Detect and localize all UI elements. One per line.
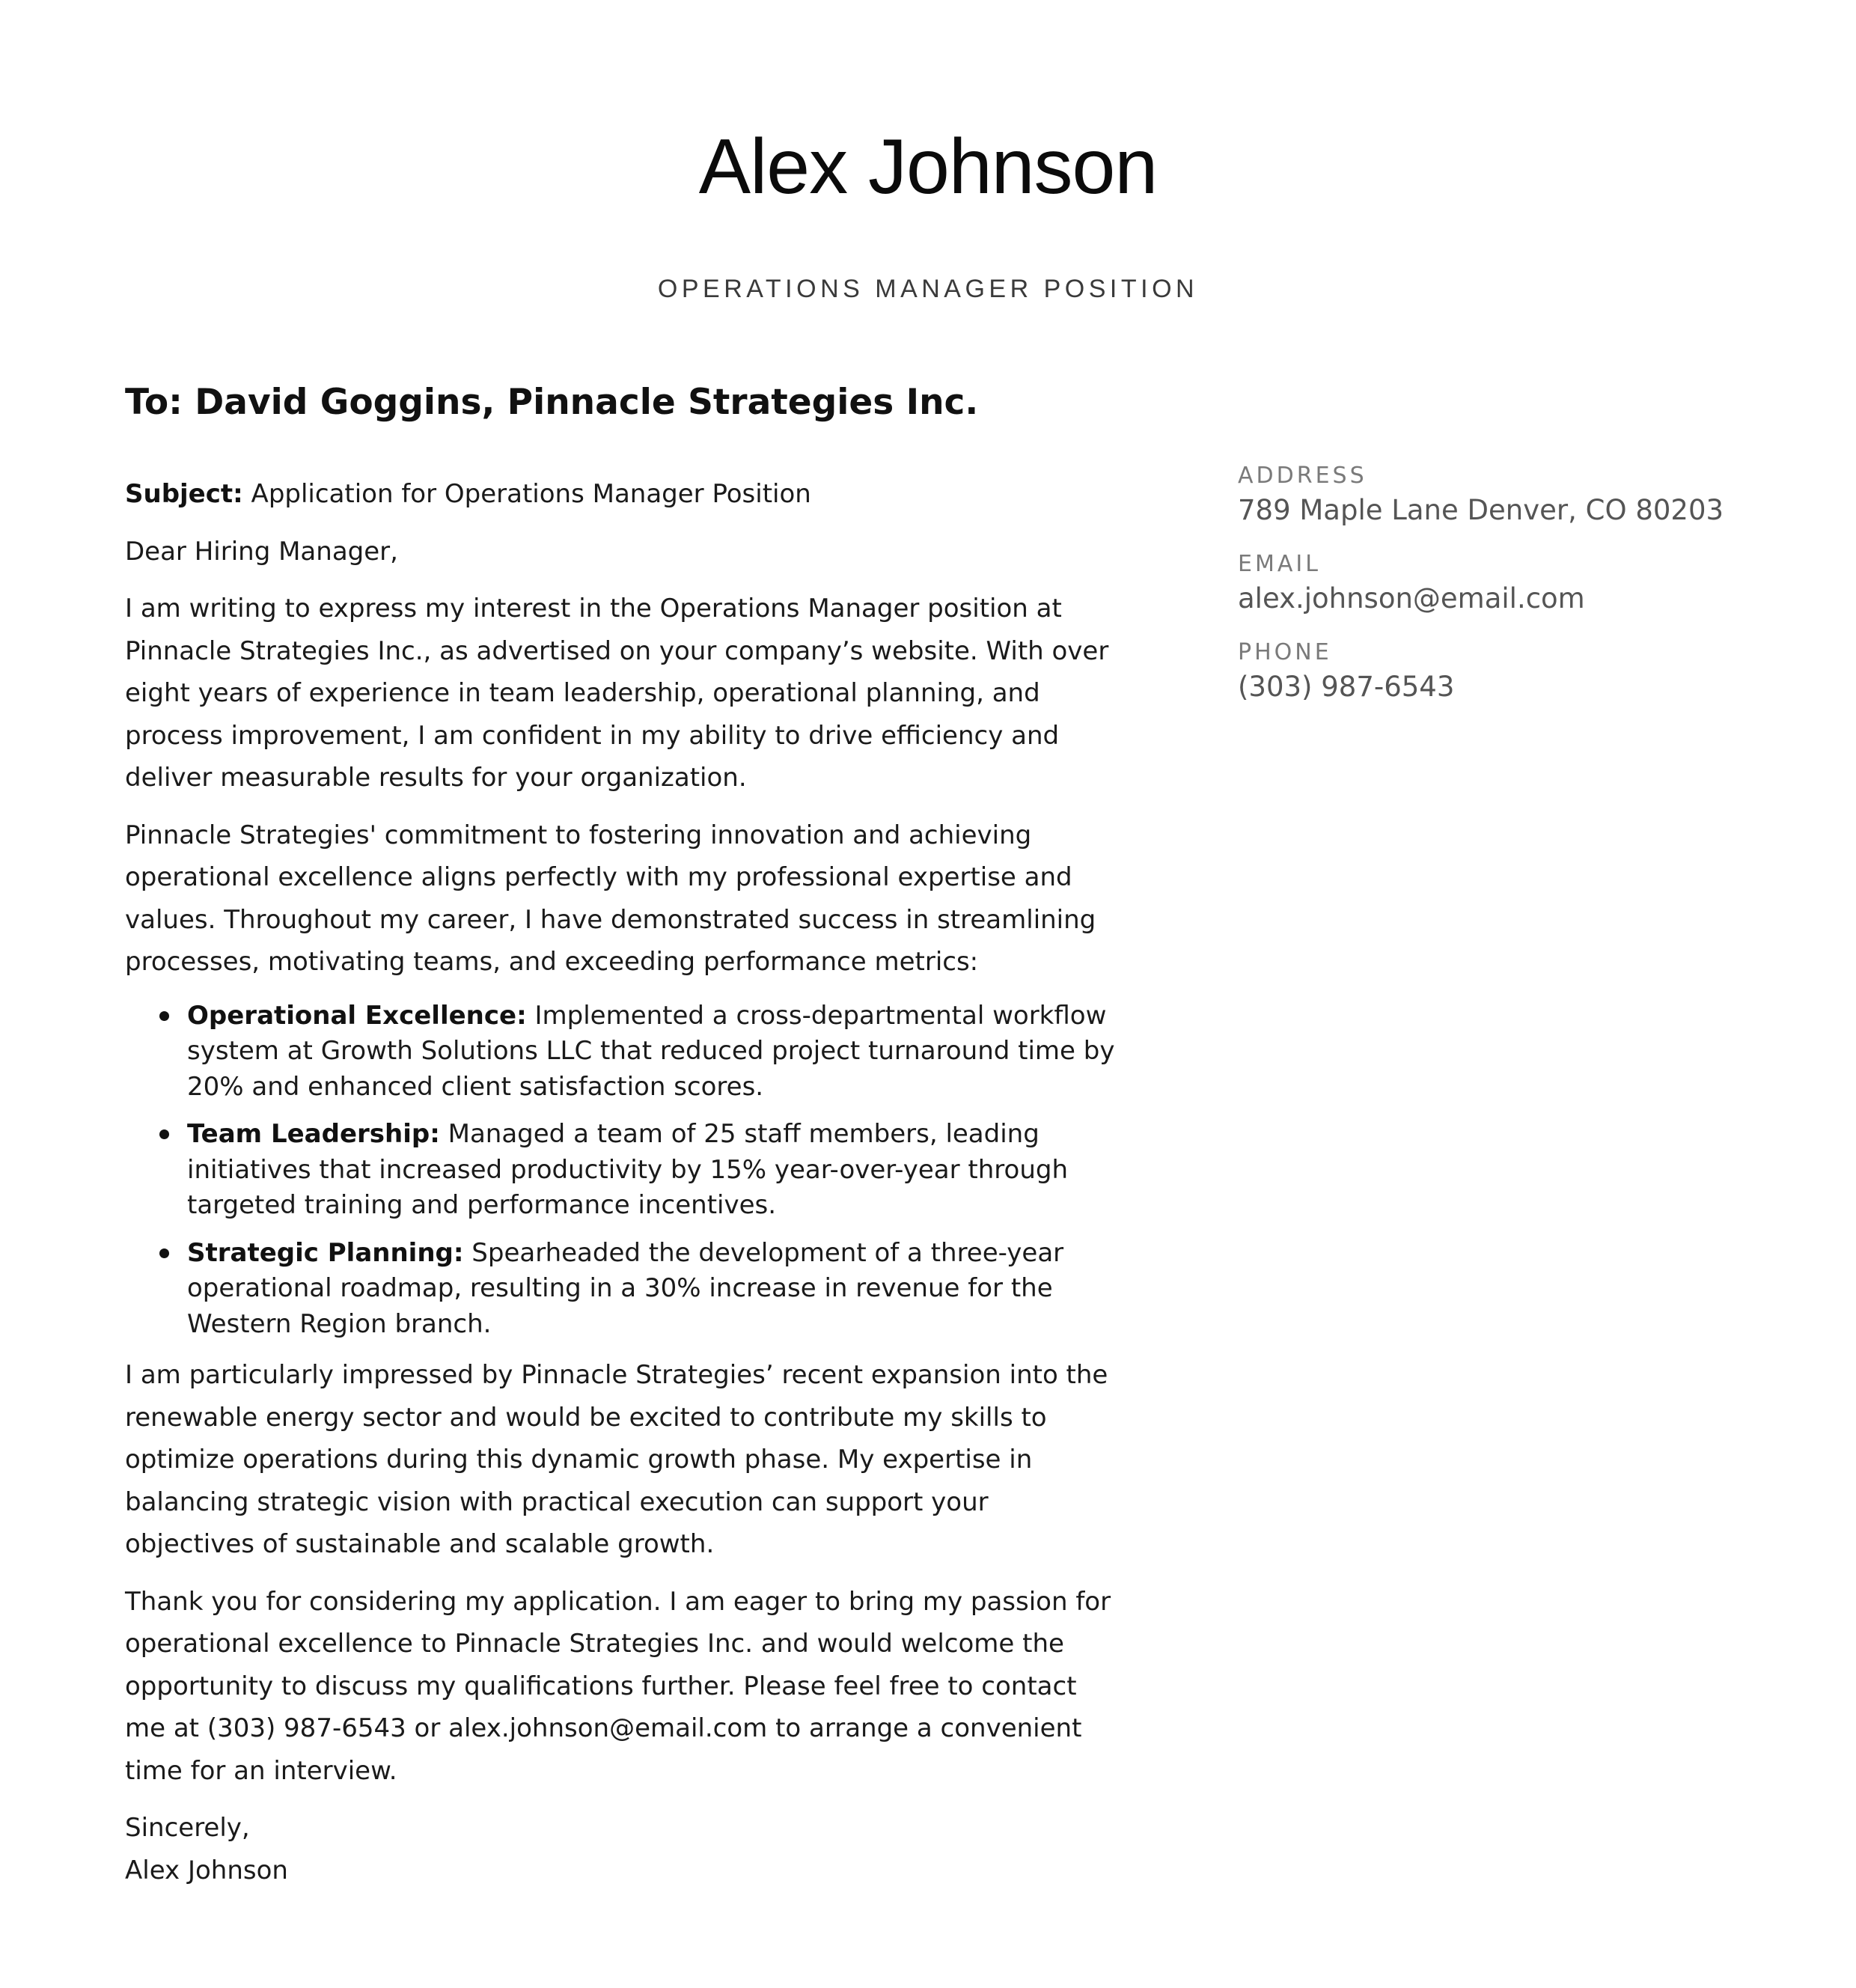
achievement-title: Team Leadership:	[187, 1119, 440, 1149]
achievement-title: Strategic Planning:	[187, 1237, 464, 1268]
recipient-heading: To: David Goggins, Pinnacle Strategies Inc.	[125, 382, 979, 423]
address-label: ADDRESS	[1238, 463, 1367, 489]
bullet-icon	[159, 1248, 169, 1258]
closing-block	[125, 1807, 1120, 1891]
address-value: 789 Maple Lane Denver, CO 80203	[1238, 494, 1724, 526]
salutation: Dear Hiring Manager,	[125, 536, 398, 567]
list-item	[187, 1117, 1120, 1224]
paragraph-interest: I am particularly impressed by Pinnacle Strategies’ recent expansion into the renewable energy sector and would be excited to contribute my skills to optimize operations during this dynamic growth phase. My expertise in balancing strategic vision with practical execution can support your objectives of sustainable and scalable growth.	[125, 1360, 1108, 1559]
paragraph-intro: I am writing to express my interest in the Operations Manager position at Pinnacle Strategies Inc., as advertised on your company’s website. With over eight years of experience in team leadership, operational planning, and process improvement, I am confident in my ability to drive efficiency and deliver measurable results for your organization.	[125, 594, 1109, 793]
list-item	[187, 998, 1120, 1106]
position-title: OPERATIONS MANAGER POSITION	[657, 275, 1199, 303]
phone-value[interactable]: (303) 987-6543	[1238, 671, 1455, 703]
achievements-list	[125, 998, 1120, 1343]
closing-phrase: Sincerely,	[125, 1813, 250, 1843]
email-value[interactable]: alex.johnson@email.com	[1238, 582, 1585, 615]
achievement-text: Spearheaded the development of a three-year operational roadmap, resulting in a 30% increase in revenue for the Western Region branch.	[187, 1237, 1064, 1339]
achievement-title: Operational Excellence:	[187, 1000, 527, 1031]
subject-text: Application for Operations Manager Position	[242, 479, 811, 509]
bullet-icon	[159, 1011, 169, 1021]
bullet-icon	[159, 1129, 169, 1139]
contact-sidebar	[1238, 461, 1807, 726]
phone-label: PHONE	[1238, 639, 1332, 665]
list-item	[187, 1236, 1120, 1343]
paragraph-alignment: Pinnacle Strategies' commitment to fostering innovation and achieving operational excellence aligns perfectly with my professional expertise and values. Throughout my career, I have demonstrated success in streamlining processes, motivating teams, and exceeding performance metrics:	[125, 820, 1096, 977]
letter-body	[125, 473, 1120, 1891]
signature-name: Alex Johnson	[125, 1855, 288, 1885]
achievement-text: Managed a team of 25 staff members, leading initiatives that increased productivity by 15% year-over-year through targeted training and performance incentives.	[187, 1119, 1069, 1220]
applicant-name: Alex Johnson	[698, 124, 1158, 210]
paragraph-thanks: Thank you for considering my application. I am eager to bring my passion for operational excellence to Pinnacle Strategies Inc. and would welcome the opportunity to discuss my qualifications further. Please feel free to contact me at (303) 987-6543 or alex.johnson@email.com to arrange a convenient time for an interview.	[125, 1586, 1111, 1786]
subject-line	[125, 473, 1120, 516]
subject-label: Subject:	[125, 479, 243, 509]
email-label: EMAIL	[1238, 551, 1321, 577]
achievement-text: Implemented a cross-departmental workflow system at Growth Solutions LLC that reduced project turnaround time by 20% and enhanced client satisfaction scores.	[187, 1000, 1115, 1102]
